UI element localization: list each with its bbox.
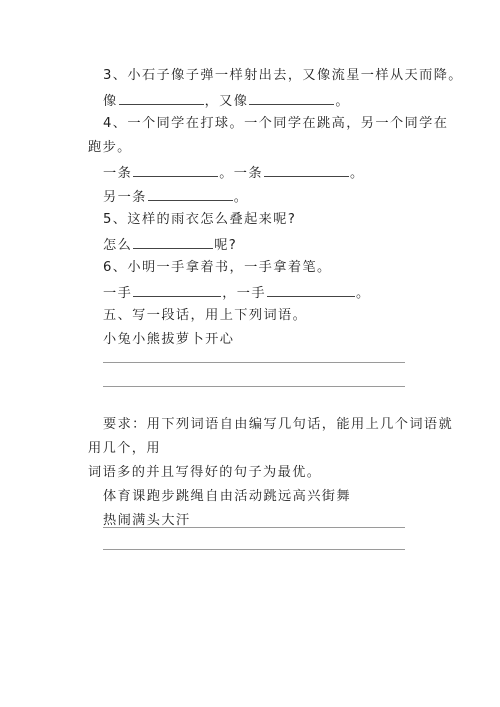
fill-line-4b bbox=[103, 187, 248, 207]
fill-text: 。 bbox=[335, 94, 350, 109]
answer-blank bbox=[267, 283, 355, 297]
answer-blank bbox=[148, 187, 233, 201]
requirement-text: 要求：用下列词语自由编写几句话，能用上几个词语就 bbox=[103, 417, 454, 432]
answer-blank bbox=[119, 91, 204, 105]
fill-text: 。一条 bbox=[219, 166, 263, 181]
sentence-4-cont: 跑步。 bbox=[88, 140, 132, 155]
fill-text: 。 bbox=[233, 190, 249, 205]
requirement-text-cont: 用几个，用 bbox=[88, 441, 161, 456]
fill-line-3 bbox=[103, 91, 350, 111]
answer-blank bbox=[264, 163, 349, 177]
fill-text: 呢? bbox=[214, 238, 238, 253]
fill-text: 一手 bbox=[103, 286, 133, 301]
fill-line-6 bbox=[103, 283, 371, 303]
fill-text: 。 bbox=[349, 166, 365, 181]
writing-line bbox=[103, 527, 405, 528]
answer-blank bbox=[133, 283, 221, 297]
fill-text: 像 bbox=[103, 94, 118, 109]
sentence-4: 4、一个同学在打球。一个同学在跳高，另一个同学在 bbox=[103, 116, 449, 131]
writing-line bbox=[103, 362, 405, 363]
sentence-5: 5、这样的雨衣怎么叠起来呢? bbox=[103, 212, 297, 227]
answer-blank bbox=[249, 91, 334, 105]
fill-text: ，一手 bbox=[222, 286, 266, 301]
answer-blank bbox=[133, 163, 218, 177]
word-list-2-cont: 热闹满头大汗 bbox=[103, 513, 191, 528]
word-list-2: 体育课跑步跳绳自由活动跳远高兴街舞 bbox=[103, 489, 351, 504]
fill-line-4a bbox=[103, 163, 365, 183]
requirement-text-cont-2: 词语多的并且写得好的句子为最优。 bbox=[88, 465, 322, 480]
fill-text: 一条 bbox=[103, 166, 133, 181]
fill-text: ，又像 bbox=[204, 94, 249, 109]
sentence-3: 3、小石子像子弹一样射出去，又像流星一样从天而降。 bbox=[103, 68, 463, 83]
sentence-6: 6、小明一手拿着书，一手拿着笔。 bbox=[103, 260, 332, 275]
word-list-1: 小兔小熊拔萝卜开心 bbox=[103, 332, 235, 347]
writing-line bbox=[103, 549, 405, 550]
fill-text: 另一条 bbox=[103, 190, 147, 205]
fill-text: 怎么 bbox=[103, 238, 133, 253]
fill-line-5 bbox=[103, 235, 237, 255]
writing-line bbox=[103, 386, 405, 387]
section-5-heading: 五、写一段话，用上下列词语。 bbox=[103, 308, 308, 323]
answer-blank bbox=[133, 235, 213, 249]
fill-text: 。 bbox=[355, 286, 371, 301]
